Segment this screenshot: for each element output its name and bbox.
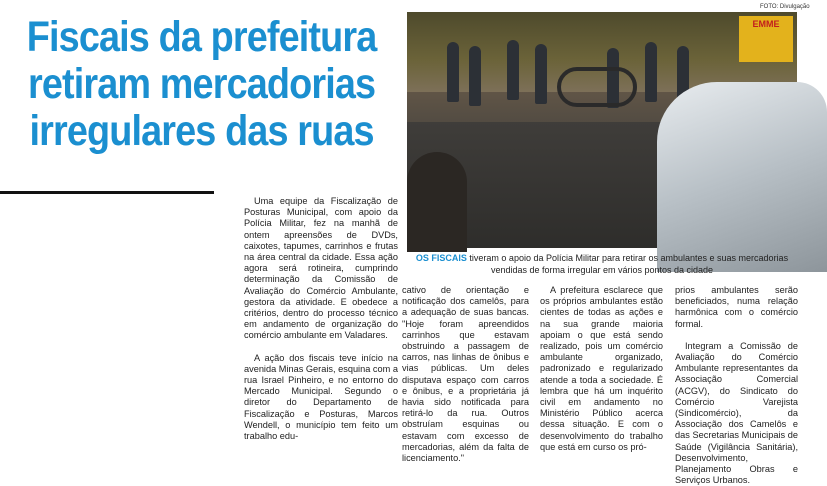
- article-paragraph: Uma equipe da Fiscalização de Posturas Municipal, com apoio da Polícia Militar, fez na manhã de ontem apreensões de DVDs, caixotes, tapumes, carrinhos e frutas na área central da cidade. Essa ação agora será rotineira, cumprindo determinação da Comissão de Avaliação do Comércio Ambulante, gestora da atividade. E obedece a critérios, dentro do processo técnico em andamento de organização do comércio ambulante em Valadares.: [244, 196, 398, 341]
- news-photo: [407, 12, 797, 248]
- caption-lead: OS FISCAIS: [415, 253, 467, 263]
- article-column-3: [540, 285, 663, 453]
- article-paragraph: Integram a Comissão de Avaliação do Comércio Ambulante representantes da Associação Comercial (ACGV), do Sindicato do Comércio Varejista (Sindicomércio), da Associação dos Camelôs e das Secretarias Municipais de Saúde (Vigilância Sanitária), Desenvolvimento, Planejamento Obras e Serviços Urbanos.: [675, 340, 798, 486]
- article-paragraph: cativo de orientação e notificação dos camelôs, para a adequação de suas bancas. "Hoje foram apreendidos carrinhos que estavam obstruindo a passagem de carros, nas linhas de ônibus e vias públicas. Um deles disputava espaço com carros e ônibus, e a proprietária já havia sido notificada para retirá-lo da rua. Outros obstruíam esquinas ou estavam com excesso de mercadorias, além da falta de licenciamento.": [402, 285, 529, 464]
- photo-person: [645, 42, 657, 102]
- headline-line-1: Fiscais da prefeitura: [26, 13, 377, 61]
- article-paragraph: A ação dos fiscais teve início na avenida Minas Gerais, esquina com a rua Israel Pinheiro, e no entorno do Mercado Municipal. Segundo o diretor do Departamento de Fiscalização e Posturas, Marcos Wendell, o município tem feito um trabalho edu-: [244, 352, 398, 442]
- photo-person: [469, 46, 481, 106]
- article-column-1: [244, 196, 398, 442]
- article-column-2: [402, 285, 529, 464]
- article-paragraph: prios ambulantes serão beneficiados, numa relação harmônica com o comércio formal.: [675, 285, 798, 329]
- caption-text: tiveram o apoio da Polícia Militar para retirar os ambulantes e suas mercadorias vendidas de forma irregular em vários pontos da cidade: [466, 253, 789, 275]
- headline-line-2: retiram mercadorias: [28, 60, 376, 108]
- photo-caption: [408, 252, 796, 276]
- photo-person: [507, 40, 519, 100]
- headline: [8, 14, 395, 155]
- photo-person: [535, 44, 547, 104]
- headline-line-3: irregulares das ruas: [29, 107, 374, 155]
- photo-person: [447, 42, 459, 102]
- headline-rule: [0, 191, 214, 194]
- article-paragraph: A prefeitura esclarece que os próprios ambulantes estão cientes de todas as ações e na sua grande maioria apoiam o que está sendo realizado, pois um comércio ambulante organizado, padronizado e regularizado atende a toda a sociedade. É lembra que há um inquérito civil em andamento no Ministério Público acerca dessa situação. E com o desenvolvimento do trabalho que está em curso os pró-: [540, 285, 663, 452]
- photo-store-sign: EMME: [739, 16, 793, 62]
- photo-credit: FOTO: Divulgação: [760, 4, 810, 10]
- photo-police-car: [657, 82, 827, 272]
- article-column-4: [675, 285, 798, 486]
- photo-cart: [557, 67, 637, 107]
- photo-foreground: [407, 152, 467, 252]
